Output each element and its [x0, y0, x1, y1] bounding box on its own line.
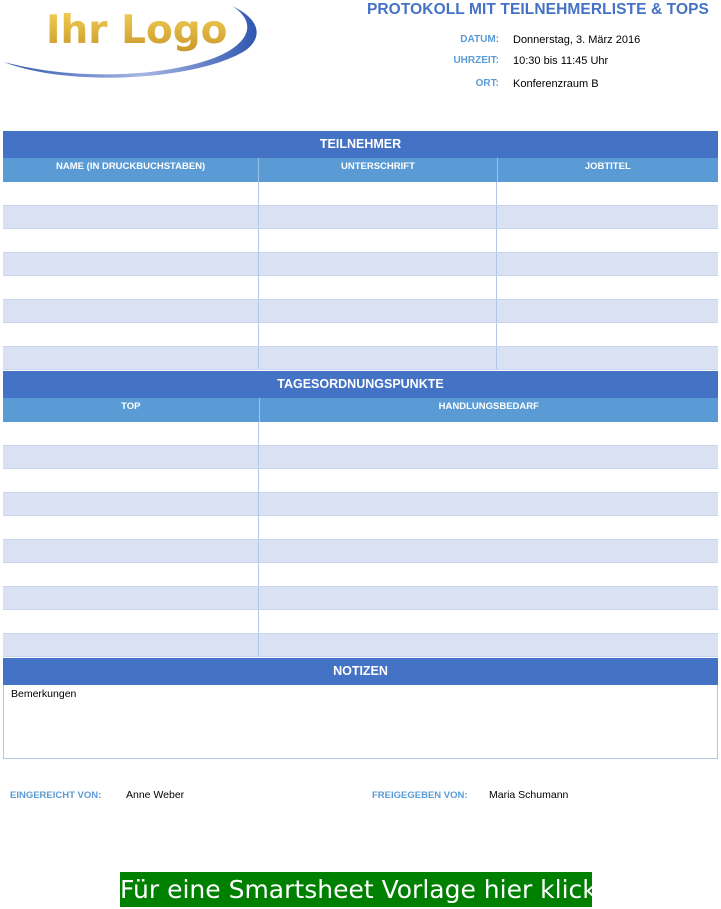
table-cell[interactable]: [3, 587, 259, 610]
participant-row: [3, 182, 718, 206]
table-cell[interactable]: [3, 493, 259, 516]
agenda-table: [3, 371, 718, 657]
table-cell[interactable]: [259, 206, 497, 229]
time-value: 10:30 bis 11:45 Uhr: [513, 55, 609, 67]
date-value: Donnerstag, 3. März 2016: [513, 34, 641, 46]
column-header-name: NAME (IN DRUCKBUCHSTABEN): [3, 158, 259, 182]
agenda-header-row: [3, 398, 718, 422]
submitted-by-label: EINGEREICHT VON:: [10, 790, 102, 801]
table-cell[interactable]: [3, 610, 259, 633]
table-cell[interactable]: [3, 634, 259, 657]
table-cell[interactable]: [497, 300, 718, 323]
table-cell[interactable]: [259, 300, 497, 323]
agenda-row: [3, 587, 718, 611]
notes-content[interactable]: Bemerkungen: [3, 685, 718, 759]
participant-row: [3, 300, 718, 324]
agenda-title: TAGESORDNUNGSPUNKTE: [3, 371, 718, 398]
document-title: PROTOKOLL MIT TEILNEHMERLISTE & TOPS: [366, 1, 709, 18]
participants-title: TEILNEHMER: [3, 131, 718, 158]
participant-row: [3, 253, 718, 277]
participant-row: [3, 206, 718, 230]
submitted-by-value: Anne Weber: [126, 789, 185, 801]
table-cell[interactable]: [259, 276, 497, 299]
table-cell[interactable]: [497, 206, 718, 229]
participants-header-row: [3, 158, 718, 182]
agenda-row: [3, 610, 718, 634]
table-cell[interactable]: [3, 516, 259, 539]
table-cell[interactable]: [3, 469, 259, 492]
table-cell[interactable]: [259, 446, 718, 469]
agenda-row: [3, 540, 718, 564]
table-cell[interactable]: [3, 323, 259, 346]
company-logo: [0, 0, 265, 86]
table-cell[interactable]: [497, 276, 718, 299]
agenda-row: [3, 634, 718, 658]
date-label: DATUM:: [460, 34, 499, 45]
table-cell[interactable]: [3, 206, 259, 229]
column-header-top: TOP: [3, 398, 260, 422]
table-cell[interactable]: [3, 422, 259, 445]
table-cell[interactable]: [259, 634, 718, 657]
table-cell[interactable]: [3, 229, 259, 252]
participant-row: [3, 229, 718, 253]
column-header-action: HANDLUNGSBEDARF: [438, 401, 539, 412]
agenda-row: [3, 469, 718, 493]
logo-text: Ihr Logo: [46, 8, 228, 53]
table-cell[interactable]: [497, 229, 718, 252]
table-cell[interactable]: [3, 347, 259, 370]
agenda-row: [3, 493, 718, 517]
notes-section: [3, 658, 718, 759]
column-header-jobtitle: JOBTITEL: [584, 161, 631, 172]
participant-row: [3, 347, 718, 371]
agenda-row: [3, 446, 718, 470]
table-cell[interactable]: [259, 516, 718, 539]
table-cell[interactable]: [3, 253, 259, 276]
table-cell[interactable]: [259, 540, 718, 563]
table-cell[interactable]: [259, 253, 497, 276]
smartsheet-template-link[interactable]: Für eine Smartsheet Vorlage hier klicken: [120, 872, 592, 907]
table-cell[interactable]: [259, 323, 497, 346]
table-cell[interactable]: [3, 276, 259, 299]
table-cell[interactable]: [259, 587, 718, 610]
table-cell[interactable]: [3, 300, 259, 323]
agenda-row: [3, 516, 718, 540]
table-cell[interactable]: [259, 563, 718, 586]
agenda-row: [3, 563, 718, 587]
time-label: UHRZEIT:: [453, 55, 499, 66]
table-cell[interactable]: [3, 563, 259, 586]
table-cell[interactable]: [259, 610, 718, 633]
table-cell[interactable]: [3, 446, 259, 469]
approved-by-value: Maria Schumann: [489, 789, 569, 801]
table-cell[interactable]: [259, 229, 497, 252]
table-cell[interactable]: [259, 469, 718, 492]
column-header-signature: UNTERSCHRIFT: [259, 158, 497, 182]
agenda-row: [3, 422, 718, 446]
table-cell[interactable]: [3, 540, 259, 563]
approved-by-label: FREIGEGEBEN VON:: [372, 790, 468, 801]
table-cell[interactable]: [497, 323, 718, 346]
location-value: Konferenzraum B: [513, 78, 599, 90]
table-cell[interactable]: [259, 347, 497, 370]
table-cell[interactable]: [259, 422, 718, 445]
participant-row: [3, 323, 718, 347]
table-cell[interactable]: [497, 182, 718, 205]
location-label: ORT:: [475, 78, 499, 89]
table-cell[interactable]: [259, 493, 718, 516]
table-cell[interactable]: [3, 182, 259, 205]
notes-title: NOTIZEN: [3, 658, 718, 685]
table-cell[interactable]: [497, 253, 718, 276]
participant-row: [3, 276, 718, 300]
table-cell[interactable]: [259, 182, 497, 205]
participants-table: [3, 131, 718, 370]
table-cell[interactable]: [497, 347, 718, 370]
